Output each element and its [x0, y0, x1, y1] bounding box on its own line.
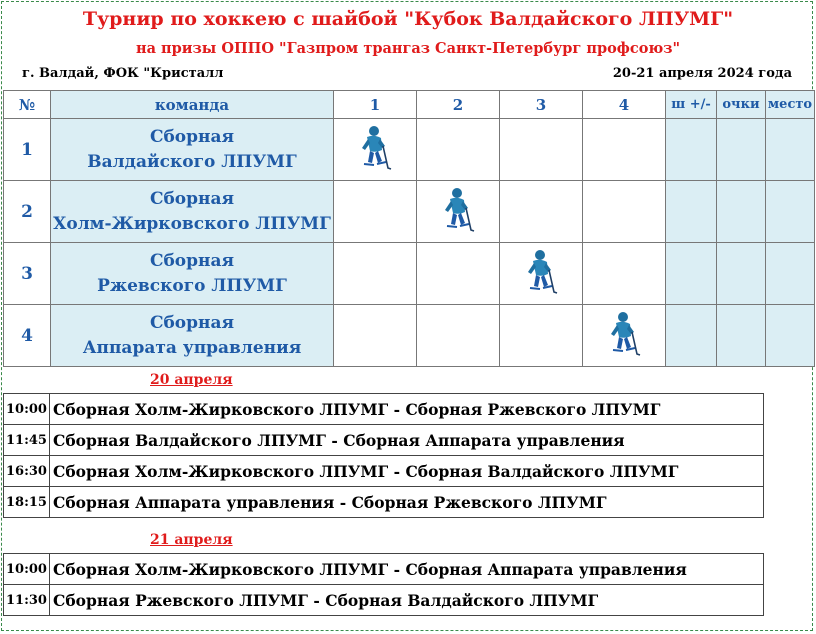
cell-goal-diff	[666, 119, 717, 181]
cell-goal-diff	[666, 181, 717, 243]
schedule-row	[4, 585, 764, 616]
cell-result	[417, 305, 500, 367]
cell-diagonal	[500, 243, 583, 305]
game-match: Сборная Холм-Жирковского ЛПУМГ - Сборная Валдайского ЛПУМГ	[50, 456, 764, 487]
cell-points	[717, 181, 766, 243]
team-name: Сборная Аппарата управления	[51, 305, 334, 367]
cell-goal-diff	[666, 243, 717, 305]
row-number: 3	[4, 243, 51, 305]
cell-result	[334, 243, 417, 305]
cell-points	[717, 243, 766, 305]
cell-result	[334, 305, 417, 367]
game-match: Сборная Ржевского ЛПУМГ - Сборная Валдайского ЛПУМГ	[50, 585, 764, 616]
schedule-row	[4, 394, 764, 425]
cell-place	[766, 181, 815, 243]
col-3: 3	[500, 91, 583, 119]
game-match: Сборная Аппарата управления - Сборная Ржевского ЛПУМГ	[50, 487, 764, 518]
cell-result	[583, 181, 666, 243]
schedule-row	[4, 456, 764, 487]
schedule-day-1	[3, 393, 764, 518]
table-row	[4, 243, 815, 305]
game-match: Сборная Холм-Жирковского ЛПУМГ - Сборная Ржевского ЛПУМГ	[50, 394, 764, 425]
col-number: №	[4, 91, 51, 119]
day-heading: 21 апреля	[150, 532, 233, 548]
game-time: 11:30	[4, 585, 50, 616]
team-name: Сборная Холм-Жирковского ЛПУМГ	[51, 181, 334, 243]
cell-points	[717, 119, 766, 181]
hockey-player-icon	[358, 124, 392, 172]
cell-place	[766, 243, 815, 305]
table-row	[4, 119, 815, 181]
page-title: Турнир по хоккею с шайбой "Кубок Валдайского ЛПУМГ"	[82, 8, 734, 30]
table-row	[4, 305, 815, 367]
game-time: 16:30	[4, 456, 50, 487]
team-name: Сборная Ржевского ЛПУМГ	[51, 243, 334, 305]
row-number: 4	[4, 305, 51, 367]
game-time: 11:45	[4, 425, 50, 456]
cell-result	[500, 181, 583, 243]
col-place: место	[766, 91, 815, 119]
cell-result	[583, 119, 666, 181]
game-time: 10:00	[4, 554, 50, 585]
cell-result	[500, 305, 583, 367]
team-name: Сборная Валдайского ЛПУМГ	[51, 119, 334, 181]
col-2: 2	[417, 91, 500, 119]
cell-diagonal	[417, 181, 500, 243]
col-points: очки	[717, 91, 766, 119]
schedule-row	[4, 554, 764, 585]
cell-place	[766, 305, 815, 367]
tournament-dates: 20-21 апреля 2024 года	[612, 66, 792, 81]
cell-goal-diff	[666, 305, 717, 367]
cell-result	[583, 243, 666, 305]
hockey-player-icon	[441, 186, 475, 234]
schedule-day-2	[3, 553, 764, 616]
table-header-row	[4, 91, 815, 119]
venue: г. Валдай, ФОК "Кристалл	[22, 66, 224, 81]
hockey-player-icon	[524, 248, 558, 296]
game-match: Сборная Холм-Жирковского ЛПУМГ - Сборная Аппарата управления	[50, 554, 764, 585]
row-number: 2	[4, 181, 51, 243]
cell-points	[717, 305, 766, 367]
cell-result	[417, 119, 500, 181]
cell-result	[334, 181, 417, 243]
cell-diagonal	[583, 305, 666, 367]
col-goal-diff: ш +/-	[666, 91, 717, 119]
cell-result	[500, 119, 583, 181]
row-number: 1	[4, 119, 51, 181]
table-row	[4, 181, 815, 243]
cell-diagonal	[334, 119, 417, 181]
col-1: 1	[334, 91, 417, 119]
cell-place	[766, 119, 815, 181]
day-heading: 20 апреля	[150, 372, 233, 388]
schedule-row	[4, 487, 764, 518]
game-time: 10:00	[4, 394, 50, 425]
col-4: 4	[583, 91, 666, 119]
hockey-player-icon	[607, 310, 641, 358]
game-match: Сборная Валдайского ЛПУМГ - Сборная Аппарата управления	[50, 425, 764, 456]
schedule-row	[4, 425, 764, 456]
cell-result	[417, 243, 500, 305]
col-team: команда	[51, 91, 334, 119]
page-subtitle: на призы ОППО "Газпром трангаз Санкт-Петербург профсоюз"	[135, 40, 681, 57]
standings-table	[3, 90, 815, 367]
game-time: 18:15	[4, 487, 50, 518]
